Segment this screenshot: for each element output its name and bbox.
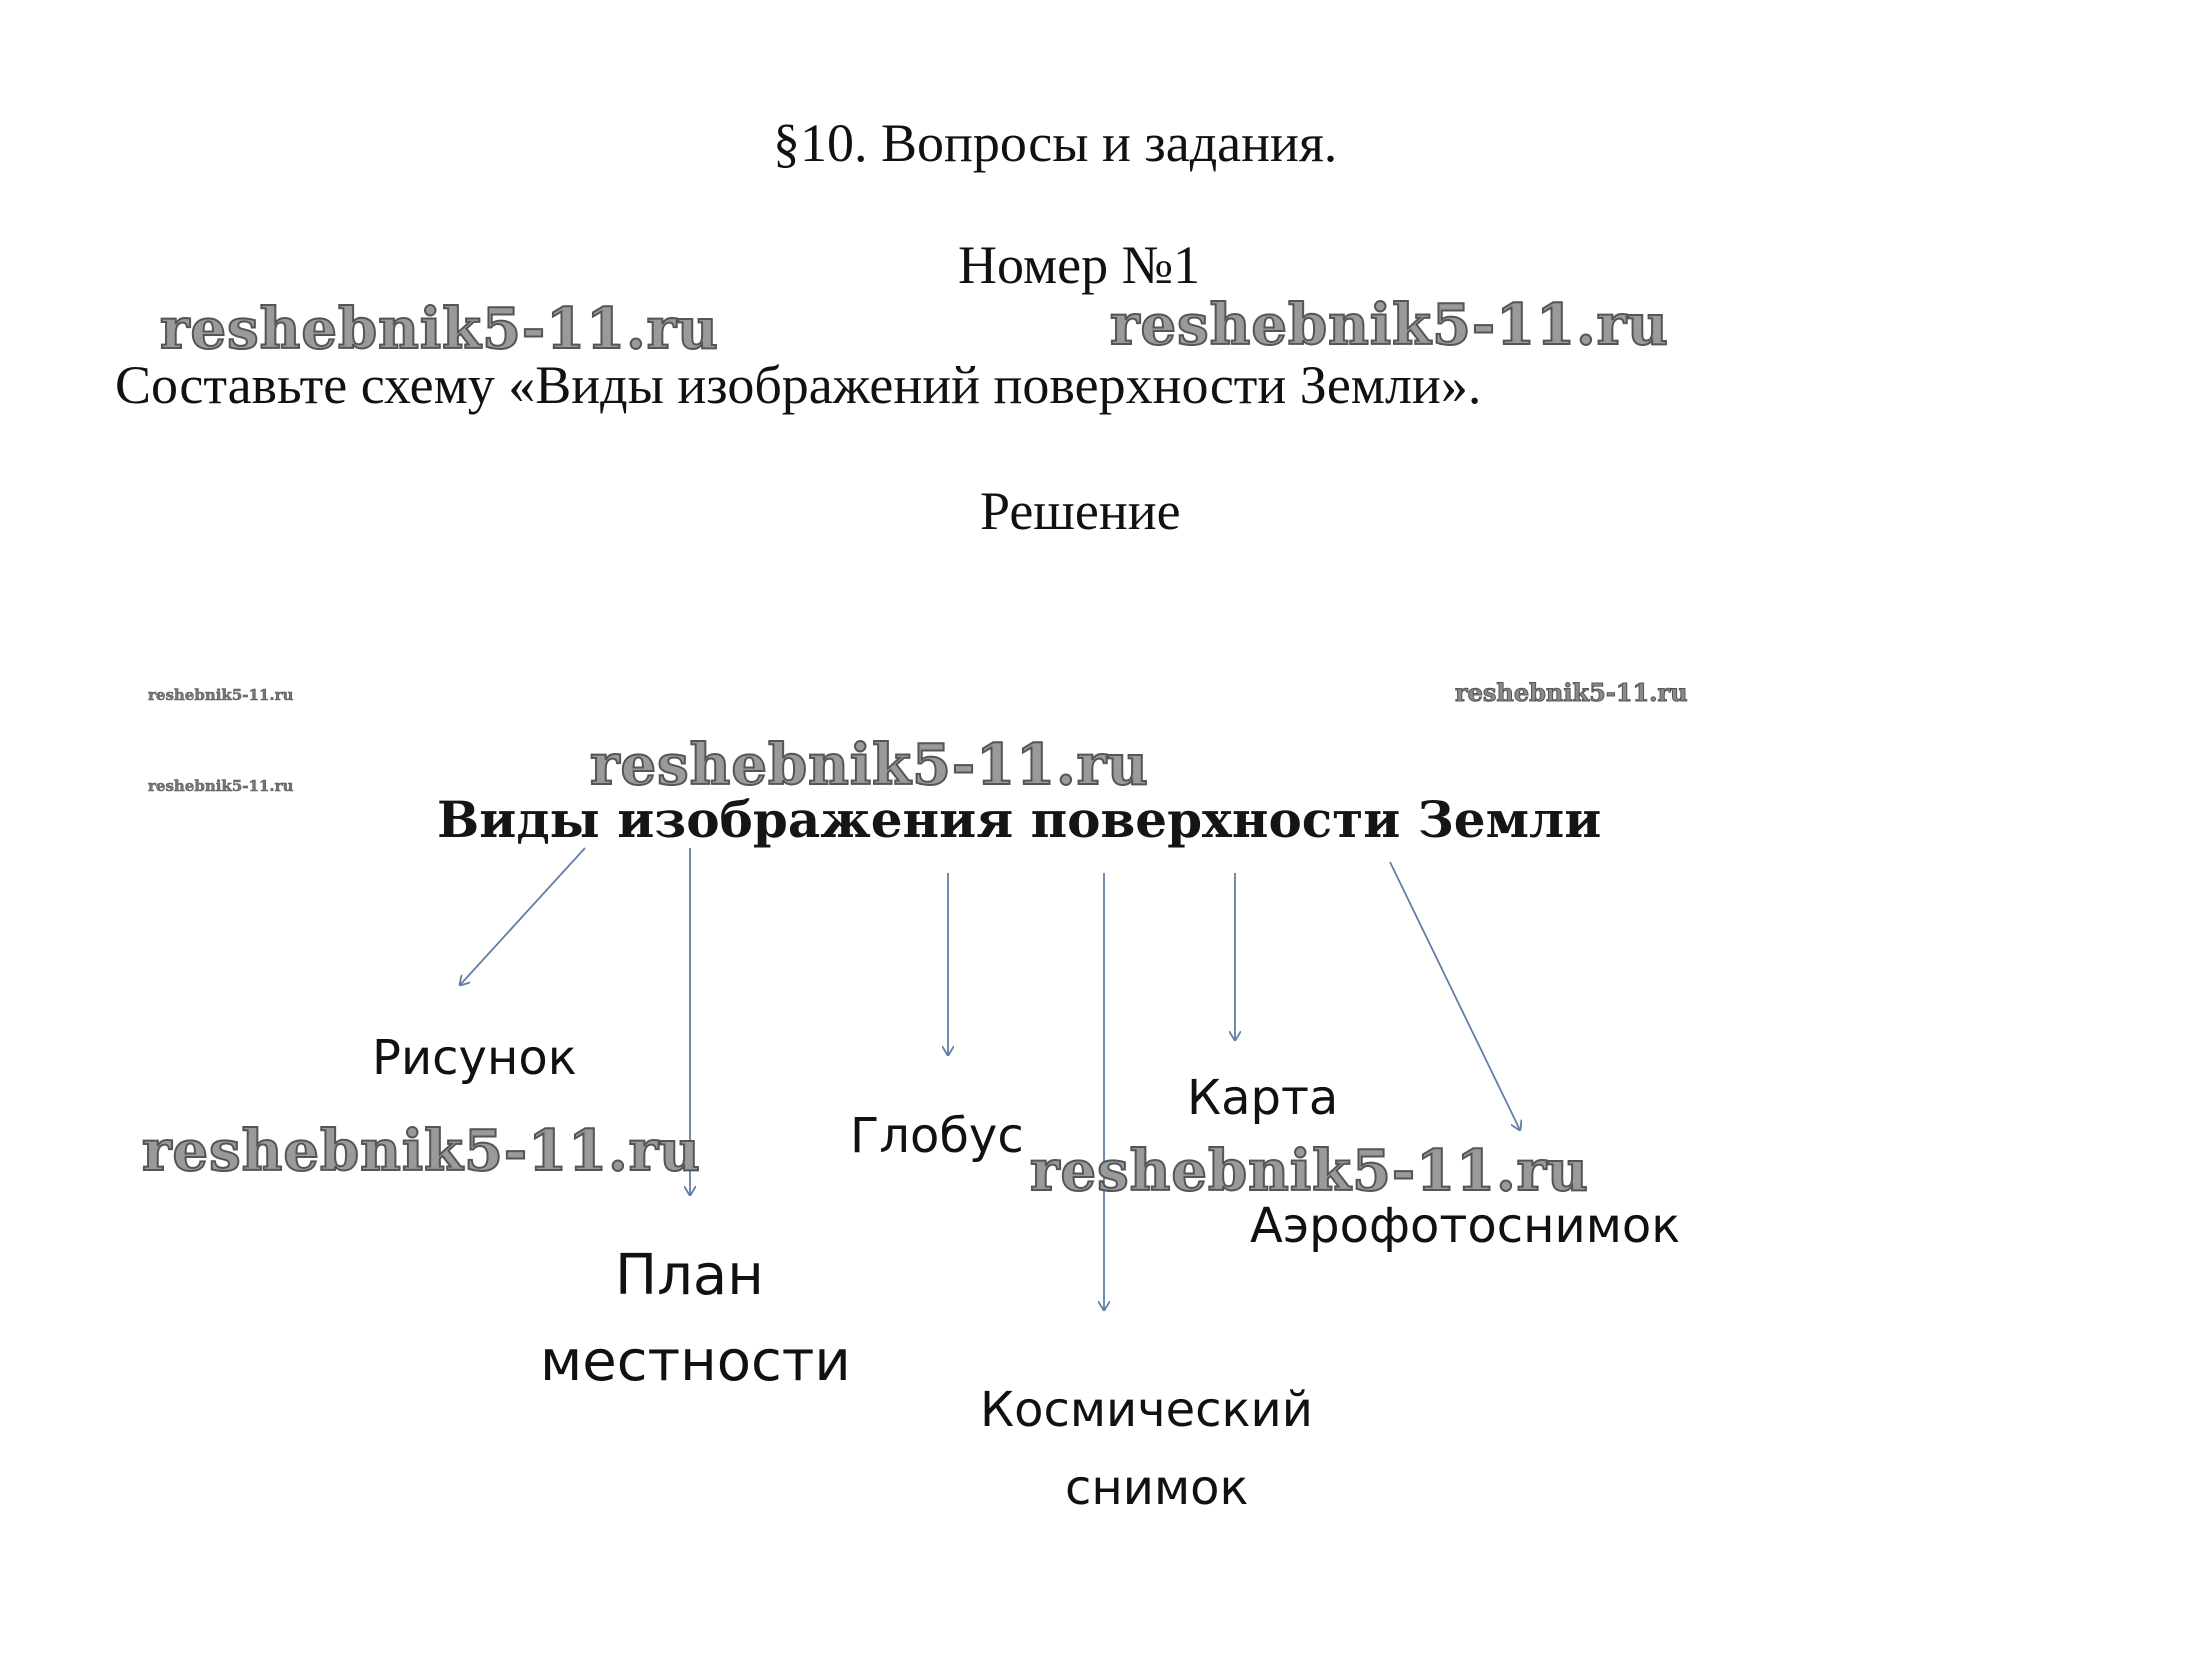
node-plan-line1: План <box>615 1243 764 1308</box>
node-risunok: Рисунок <box>372 1030 577 1086</box>
diagram-title: Виды изображения поверхности Земли <box>437 790 1602 849</box>
watermark: reshebnik5-11.ru <box>590 732 1149 798</box>
watermark: reshebnik5-11.ru <box>1110 292 1669 358</box>
arrow-to-risunok <box>460 848 585 985</box>
watermark: reshebnik5-11.ru <box>160 296 719 362</box>
task-text: Составьте схему «Виды изображений поверхности Земли». <box>115 355 1482 415</box>
watermark: reshebnik5-11.ru <box>1030 1138 1589 1204</box>
node-kosmicheskiy-line1: Космический <box>980 1382 1313 1438</box>
node-kosmicheskiy-line2: снимок <box>1065 1460 1249 1516</box>
node-karta: Карта <box>1187 1070 1339 1126</box>
node-plan-line2: местности <box>540 1329 851 1394</box>
node-aerofotosnimok: Аэрофотоснимок <box>1250 1198 1681 1254</box>
node-globus: Глобус <box>850 1108 1024 1164</box>
watermark: reshebnik5-11.ru <box>148 777 294 795</box>
watermark: reshebnik5-11.ru <box>142 1118 701 1184</box>
watermark: reshebnik5-11.ru <box>148 686 294 704</box>
section-title: §10. Вопросы и задания. <box>773 113 1338 173</box>
solution-label: Решение <box>980 481 1181 541</box>
watermark: reshebnik5-11.ru <box>1455 678 1688 707</box>
arrow-to-aerofoto <box>1390 862 1520 1130</box>
task-number: Номер №1 <box>958 235 1201 295</box>
